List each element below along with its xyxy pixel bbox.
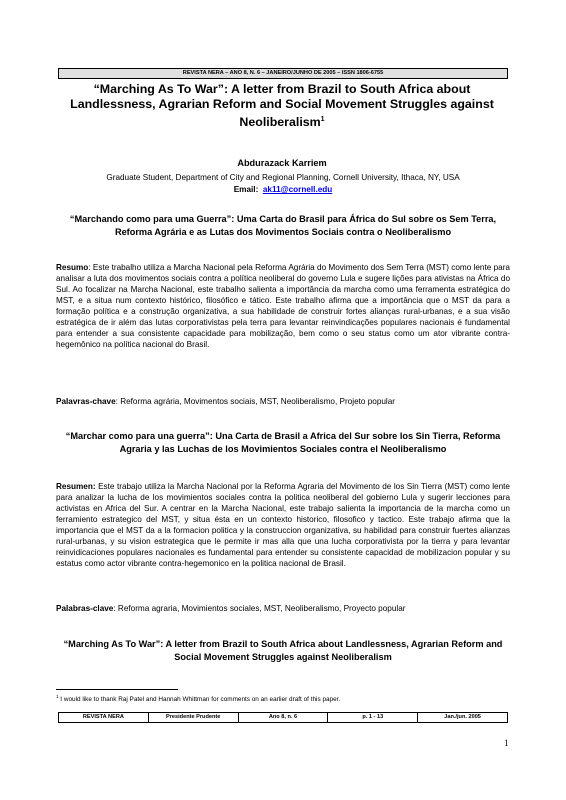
article-title-text: “Marching As To War”: A letter from Brazil to South Africa about Landlessness, Agrarian Reform and Social Movement Struggles against Neoliberalism [70,82,494,130]
portuguese-abstract-text: : Este trabalho utiliza a Marcha Nacional pela Reforma Agrária do Movimento dos Sem Terra (MST) como lente para analisar a luta dos movimentos sociais contra a política neoliberal do governo Lula e sugere lições para ativistas na África do Sul. Ao focalizar na Marcha Nacional, este trabalho salienta a importância da marcha como uma ferramenta estratégica do MST, e a situa num contexto histórico, filosófico e tático. Este trabalho afirma que a importância que o MST da para a formação política e a construção organizativa, a sua habilidade de construir fortes alianças rural-urbanas, e a sua visão estratégica de ir além das lutas corporativistas pela terra para levantar reinvindicações populares nacionais é fundamental para entender a sua consistente capacidade para mobilização, bem como o seu status como um ator vibrante contra-hegemônico na política nacional do Brasil. [56,263,510,349]
spanish-abstract-label: Resumen: [56,482,96,491]
title-footnote-mark: 1 [320,116,325,123]
footnote-text: I would like to thank Raj Patel and Hannah Whittman for comments on an earlier draft of this paper. [58,696,341,704]
english-title: “Marching As To War”: A letter from Brazil to South Africa about Landlessness, Agrarian Reform and Social Movement Struggles against Neoliberalism [63,639,503,662]
author-email-line [52,185,514,194]
footnote-mark: 1 [56,694,59,699]
footer-journal: REVISTA NERA [59,713,149,722]
author-name: Abdurazack Karriem [237,158,327,168]
footer-date: Jan./jun. 2005 [444,714,481,720]
article-title [62,82,502,130]
spanish-title: “Marchar como para una guerra”: Una Carta de Brasil a Africa del Sur sobre los Sin Tierra, Reforma Agraria y las Luchas de los Movimientos Sociales contra el Neoliberalismo [65,431,501,454]
author-affiliation: Graduate Student, Department of City and Regional Planning, Cornell University, Ithaca, NY, USA [106,173,460,182]
portuguese-abstract [56,262,510,350]
spanish-abstract-text: Este trabajo utiliza la Marcha Nacional por la Reforma Agraria del Movimento de los Sin Tierra (MST) como lente para analizar la lucha de los movimientos sociales contra la politica neoliberal del gobierno Lula y sugerir lecciones para activistas en Africa del Sur. A centrar en la Marcha Nacional, este trabajo salienta la importancia de la marcha como un ferramiento estrategico del MST, y situa ésta en un contexto historico, filosofico y tactico. Este trabajo afirma que la importancia que el MST da a la formacion politica y la construccion organizativa, su habilidad para construir fuertes alianzas rural-urbanas, y su vision estrategica que le permite ir mas alla que una lucha corporativista por la tierra y para levantar reinvidicaciones populares nacionales es fundamental para entender su consistente capacidad de mobilizacion popular y su estatus como actor vibrante contra-hegemonico en la politica nacional de Brasil. [56,482,510,568]
spanish-keywords-label: Palabras-clave [56,604,114,613]
journal-header: REVISTA NERA – ANO 8, N. 6 – JANEIRO/JUNHO DE 2005 – ISSN 1806-6755 [58,68,508,79]
portuguese-keywords [56,396,510,407]
email-label: Email: [233,185,259,194]
portuguese-keywords-label: Palavras-chave [56,397,116,406]
portuguese-keywords-text: : Reforma agrária, Movimentos sociais, MST, Neoliberalismo, Projeto popular [115,397,396,406]
spanish-abstract [56,481,510,569]
footer-volume: Ano 8, n. 6 [239,713,329,722]
spanish-keywords-text: : Reforma agraria, Movimientos sociales, MST, Neoliberalismo, Proyecto popular [113,604,406,613]
footnote [56,694,510,703]
footer-pages: p. 1 - 13 [328,713,418,722]
page-number: 1 [504,738,509,748]
footer-city: Presidente Prudente [149,713,239,722]
email-link[interactable]: ak11@cornell.edu [262,185,333,194]
footnote-divider [56,689,178,690]
portuguese-title: “Marchando como para uma Guerra”: Uma Carta do Brasil para África do Sul sobre os Sem Terra, Reforma Agrária e as Lutas dos Movimentos Sociais contra o Neoliberalismo [69,214,497,237]
spanish-keywords [56,603,510,614]
portuguese-abstract-label: Resumo [56,263,89,272]
journal-footer [58,712,508,723]
